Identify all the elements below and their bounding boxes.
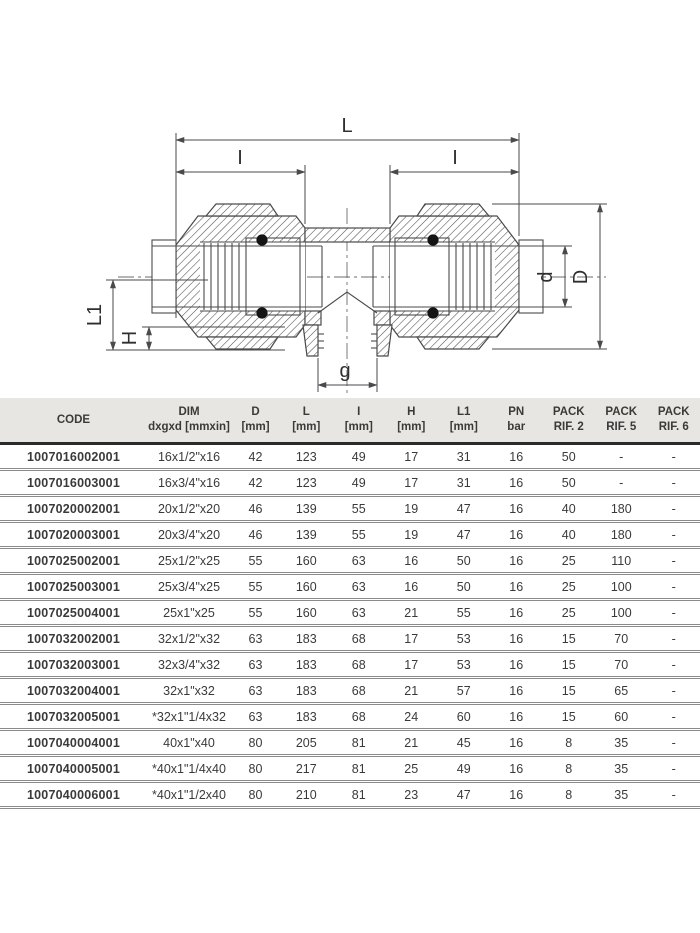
table-cell: - <box>648 678 700 704</box>
table-cell: 40 <box>543 522 596 548</box>
table-cell: 63 <box>231 704 280 730</box>
table-cell: 40x1"x40 <box>147 730 231 756</box>
table-cell: 68 <box>333 626 386 652</box>
table-cell: 110 <box>595 548 648 574</box>
table-body <box>0 444 700 808</box>
table-cell: 63 <box>231 678 280 704</box>
table-cell: 50 <box>438 548 491 574</box>
cell-code: 1007020003001 <box>0 522 147 548</box>
table-row <box>0 756 700 782</box>
table-cell: 17 <box>385 652 438 678</box>
table-cell: 139 <box>280 522 333 548</box>
table-cell: 25x1"x25 <box>147 600 231 626</box>
table-cell: 16 <box>490 470 543 496</box>
cell-code: 1007040005001 <box>0 756 147 782</box>
column-header <box>438 398 491 444</box>
table-cell: - <box>648 470 700 496</box>
table-cell: 16 <box>490 444 543 470</box>
table-cell: 160 <box>280 548 333 574</box>
table-row <box>0 522 700 548</box>
table-cell: 68 <box>333 704 386 730</box>
table-row <box>0 626 700 652</box>
dim-label-D: D <box>570 269 592 285</box>
table-cell: 123 <box>280 470 333 496</box>
table-cell: 205 <box>280 730 333 756</box>
column-header <box>231 398 280 444</box>
table-cell: 35 <box>595 756 648 782</box>
table-cell: - <box>648 548 700 574</box>
table-cell: 16 <box>490 704 543 730</box>
table-cell: 50 <box>438 574 491 600</box>
table-cell: 23 <box>385 782 438 808</box>
table-cell: 25x3/4"x25 <box>147 574 231 600</box>
table-cell: 35 <box>595 730 648 756</box>
table-cell: 60 <box>595 704 648 730</box>
table-cell: 63 <box>231 652 280 678</box>
table-cell: 25x1/2"x25 <box>147 548 231 574</box>
table-cell: 25 <box>543 548 596 574</box>
table-cell: 49 <box>438 756 491 782</box>
table-cell: 25 <box>543 600 596 626</box>
cell-code: 1007025002001 <box>0 548 147 574</box>
table-cell: 19 <box>385 496 438 522</box>
table-cell: 47 <box>438 522 491 548</box>
table-row <box>0 444 700 470</box>
column-header <box>0 398 147 444</box>
table-cell: 63 <box>231 626 280 652</box>
table-cell: 70 <box>595 652 648 678</box>
table-cell: 19 <box>385 522 438 548</box>
table-cell: 68 <box>333 652 386 678</box>
table-cell: 16 <box>490 626 543 652</box>
table-cell: 55 <box>231 600 280 626</box>
table-cell: 80 <box>231 730 280 756</box>
cell-code: 1007032005001 <box>0 704 147 730</box>
column-header-line2: bar <box>507 421 526 433</box>
table-cell: - <box>648 522 700 548</box>
table-row <box>0 652 700 678</box>
tee-fitting-cross-section <box>0 0 700 398</box>
column-header-line2: [mm] <box>344 421 373 433</box>
cell-code: 1007025004001 <box>0 600 147 626</box>
table-cell: 46 <box>231 496 280 522</box>
table-cell: - <box>595 444 648 470</box>
cell-code: 1007040004001 <box>0 730 147 756</box>
table-cell: 20x1/2"x20 <box>147 496 231 522</box>
table-cell: - <box>648 652 700 678</box>
table-cell: 40 <box>543 496 596 522</box>
table-cell: 17 <box>385 444 438 470</box>
table-cell: 183 <box>280 652 333 678</box>
table-cell: 16 <box>490 756 543 782</box>
table-cell: 49 <box>333 470 386 496</box>
table-cell: 21 <box>385 600 438 626</box>
column-header-line1: L <box>302 406 310 419</box>
table-cell: 24 <box>385 704 438 730</box>
table-cell: 63 <box>333 548 386 574</box>
table-row <box>0 470 700 496</box>
table-row <box>0 704 700 730</box>
table-cell: 16 <box>490 678 543 704</box>
column-header-line1: CODE <box>56 413 91 426</box>
dim-label-g: g <box>339 360 351 382</box>
table-cell: 55 <box>438 600 491 626</box>
table-cell: 42 <box>231 444 280 470</box>
table-cell: 45 <box>438 730 491 756</box>
table-row <box>0 496 700 522</box>
dim-label-H: H <box>119 330 141 346</box>
table-cell: 16 <box>490 574 543 600</box>
technical-drawing <box>0 0 700 398</box>
table-cell: 80 <box>231 782 280 808</box>
column-header <box>490 398 543 444</box>
table-cell: 100 <box>595 600 648 626</box>
table-cell: - <box>648 574 700 600</box>
column-header-line1: PACK <box>657 406 690 419</box>
table-cell: 183 <box>280 678 333 704</box>
cell-code: 1007025003001 <box>0 574 147 600</box>
table-cell: 70 <box>595 626 648 652</box>
column-header-line1: DIM <box>178 406 200 419</box>
table-cell: 180 <box>595 522 648 548</box>
table-cell: 65 <box>595 678 648 704</box>
table-cell: 8 <box>543 782 596 808</box>
table-cell: 16x3/4"x16 <box>147 470 231 496</box>
table-cell: - <box>648 444 700 470</box>
table-cell: 139 <box>280 496 333 522</box>
table-cell: 16x1/2"x16 <box>147 444 231 470</box>
cell-code: 1007020002001 <box>0 496 147 522</box>
table-cell: 8 <box>543 730 596 756</box>
column-header-line1: PACK <box>552 406 585 419</box>
table-cell: 81 <box>333 756 386 782</box>
cell-code: 1007016003001 <box>0 470 147 496</box>
column-header <box>147 398 231 444</box>
table-cell: *32x1"1/4x32 <box>147 704 231 730</box>
table-cell: *40x1"1/4x40 <box>147 756 231 782</box>
table-cell: - <box>648 600 700 626</box>
table-cell: 16 <box>490 730 543 756</box>
column-header <box>543 398 596 444</box>
cell-code: 1007040006001 <box>0 782 147 808</box>
table-cell: 15 <box>543 678 596 704</box>
dim-label-d: d <box>535 271 557 283</box>
table-cell: 68 <box>333 678 386 704</box>
table-cell: 183 <box>280 626 333 652</box>
table-cell: 217 <box>280 756 333 782</box>
column-header-line1: D <box>251 406 260 419</box>
table-cell: 63 <box>333 574 386 600</box>
table-cell: 31 <box>438 470 491 496</box>
cell-code: 1007032003001 <box>0 652 147 678</box>
table-cell: 15 <box>543 652 596 678</box>
table-cell: 21 <box>385 730 438 756</box>
table-cell: 16 <box>490 652 543 678</box>
table-cell: 160 <box>280 574 333 600</box>
table-cell: 35 <box>595 782 648 808</box>
table-cell: 16 <box>385 548 438 574</box>
table-cell: - <box>648 756 700 782</box>
table-cell: 31 <box>438 444 491 470</box>
table-cell: 16 <box>385 574 438 600</box>
table-cell: - <box>595 470 648 496</box>
table-cell: 55 <box>231 548 280 574</box>
column-header-line2: [mm] <box>397 421 426 433</box>
table-cell: 80 <box>231 756 280 782</box>
table-cell: 17 <box>385 626 438 652</box>
column-header-line1: I <box>357 406 361 419</box>
table-cell: 8 <box>543 756 596 782</box>
table-cell: 47 <box>438 782 491 808</box>
table-cell: 47 <box>438 496 491 522</box>
table-row <box>0 548 700 574</box>
table-cell: 55 <box>333 496 386 522</box>
table-row <box>0 600 700 626</box>
table-cell: - <box>648 496 700 522</box>
table-cell: 15 <box>543 704 596 730</box>
table-cell: 17 <box>385 470 438 496</box>
dim-label-L1: L1 <box>84 303 106 327</box>
column-header-line1: PN <box>508 406 525 419</box>
column-header-line1: L1 <box>457 406 471 419</box>
column-header <box>333 398 386 444</box>
table-cell: 25 <box>543 574 596 600</box>
column-header-line1: PACK <box>605 406 638 419</box>
table-cell: - <box>648 730 700 756</box>
table-cell: 100 <box>595 574 648 600</box>
table-cell: - <box>648 782 700 808</box>
column-header-line2: RIF. 6 <box>658 421 689 433</box>
table-cell: 32x1"x32 <box>147 678 231 704</box>
dim-label-I-left: I <box>237 147 243 169</box>
table-cell: 81 <box>333 730 386 756</box>
column-header <box>385 398 438 444</box>
column-header-line2: [mm] <box>449 421 478 433</box>
column-header-line1: H <box>407 406 416 419</box>
table-cell: 15 <box>543 626 596 652</box>
cell-code: 1007032004001 <box>0 678 147 704</box>
table-cell: 21 <box>385 678 438 704</box>
column-header-line2: [mm] <box>241 421 270 433</box>
table-cell: 183 <box>280 704 333 730</box>
table-cell: 16 <box>490 548 543 574</box>
table-cell: - <box>648 626 700 652</box>
column-header-line2: [mm] <box>292 421 321 433</box>
table-cell: 63 <box>333 600 386 626</box>
spec-table <box>0 398 700 809</box>
table-cell: 16 <box>490 600 543 626</box>
table-cell: 16 <box>490 782 543 808</box>
table-cell: 49 <box>333 444 386 470</box>
table-cell: 50 <box>543 470 596 496</box>
table-cell: 81 <box>333 782 386 808</box>
table-cell: 20x3/4"x20 <box>147 522 231 548</box>
table-cell: 50 <box>543 444 596 470</box>
column-header <box>648 398 700 444</box>
table-row <box>0 782 700 808</box>
table-row <box>0 730 700 756</box>
table-cell: 32x1/2"x32 <box>147 626 231 652</box>
cell-code: 1007032002001 <box>0 626 147 652</box>
table-row <box>0 678 700 704</box>
table-cell: *40x1"1/2x40 <box>147 782 231 808</box>
table-cell: 46 <box>231 522 280 548</box>
table-row <box>0 574 700 600</box>
table-cell: 16 <box>490 496 543 522</box>
dim-label-L: L <box>341 115 353 137</box>
column-header <box>280 398 333 444</box>
column-header-line2: RIF. 5 <box>606 421 637 433</box>
table-cell: - <box>648 704 700 730</box>
table-cell: 57 <box>438 678 491 704</box>
table-cell: 53 <box>438 626 491 652</box>
table-cell: 180 <box>595 496 648 522</box>
table-cell: 42 <box>231 470 280 496</box>
table-cell: 123 <box>280 444 333 470</box>
header-row <box>0 398 700 444</box>
table-cell: 160 <box>280 600 333 626</box>
table-cell: 60 <box>438 704 491 730</box>
table-cell: 55 <box>231 574 280 600</box>
table-cell: 32x3/4"x32 <box>147 652 231 678</box>
table-cell: 55 <box>333 522 386 548</box>
table-cell: 16 <box>490 522 543 548</box>
column-header-line2: RIF. 2 <box>553 421 584 433</box>
pipe-channels <box>200 242 495 311</box>
cell-code: 1007016002001 <box>0 444 147 470</box>
column-header <box>595 398 648 444</box>
column-header-line2: dxgxd [mmxin] <box>148 421 230 433</box>
dim-label-I-right: I <box>452 147 458 169</box>
table-cell: 53 <box>438 652 491 678</box>
table-cell: 25 <box>385 756 438 782</box>
table-cell: 210 <box>280 782 333 808</box>
